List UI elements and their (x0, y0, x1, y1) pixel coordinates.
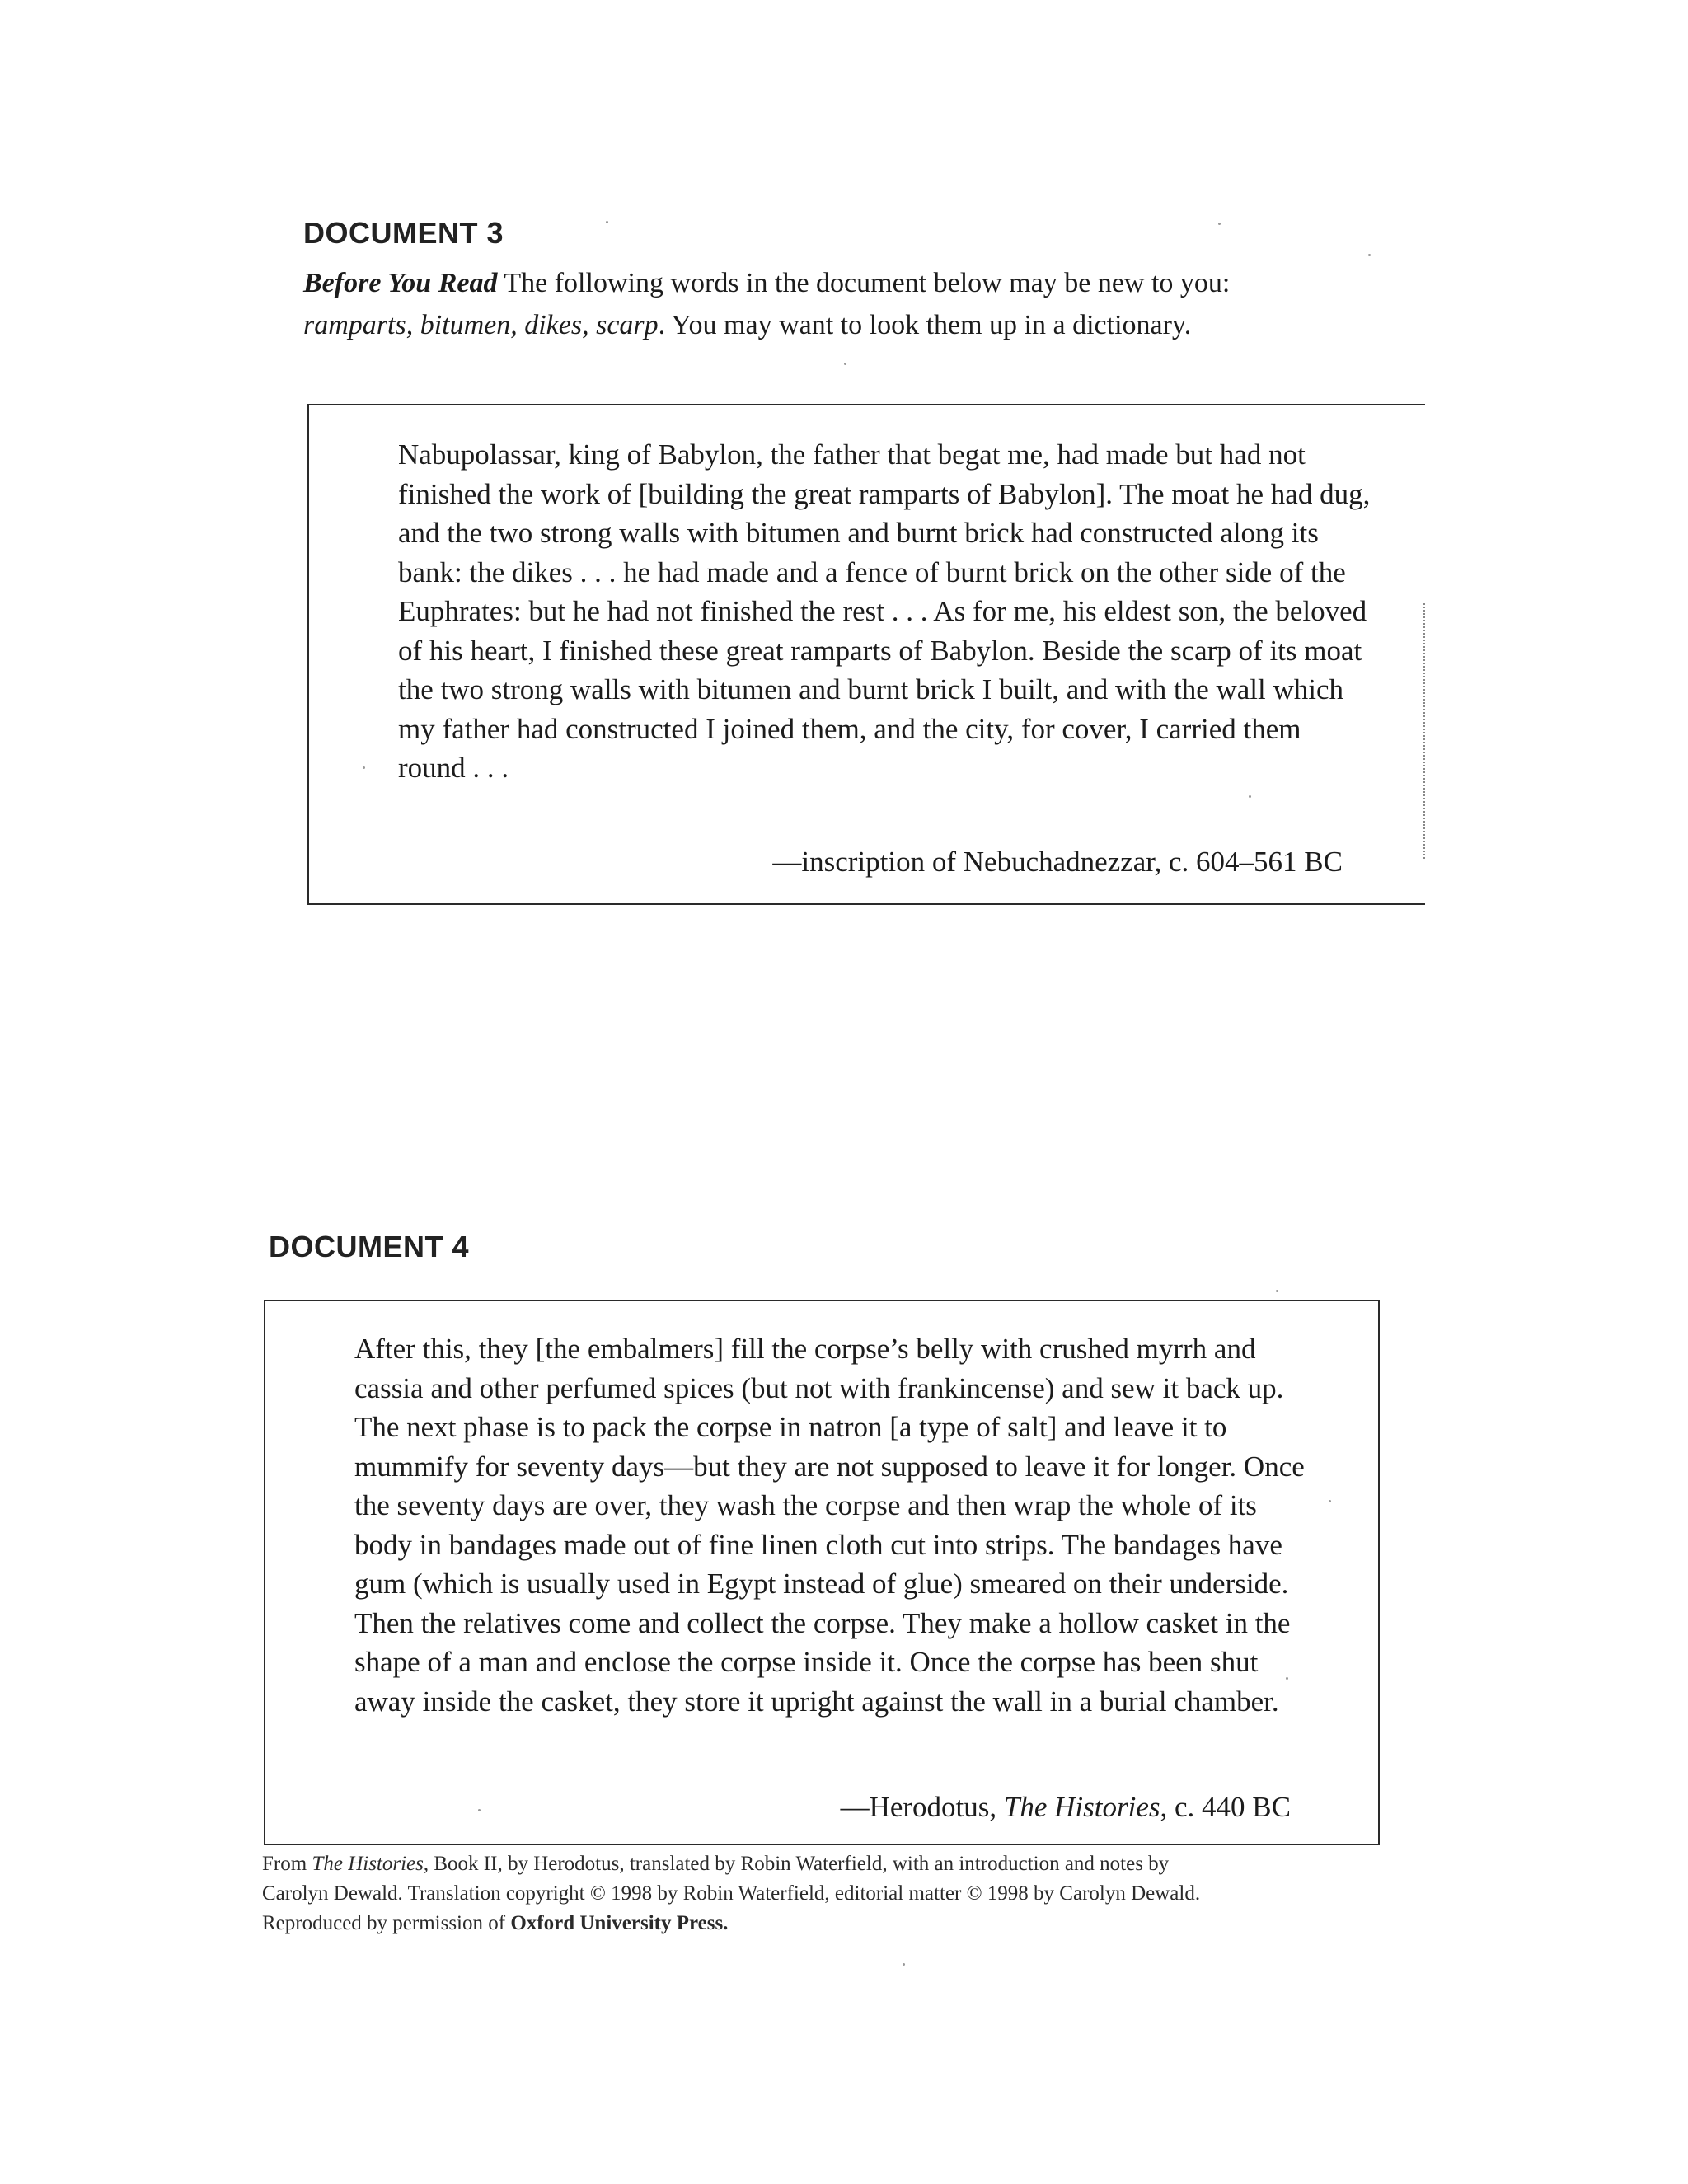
permission-credit (262, 1849, 1235, 1938)
before-you-read-text-end: . You may want to look them up in a dictionary. (658, 310, 1192, 340)
vocabulary-words: ramparts, bitumen, dikes, scarp (303, 310, 659, 340)
document-4-quote: After this, they [the embalmers] fill the corpse’s belly with crushed myrrh and cassia and other perfumed spices (but not with frankincense) and sew it back up. The next phase is to pack the corpse in natron [a type of salt] and leave it to mummify for seventy days—but they are not supposed to leave it for longer. Once the seventy days are over, they wash the corpse and then wrap the whole of its body in bandages made out of fine linen cloth cut into strips. The bandages have gum (which is usually used in Egypt instead of glue) smeared on their underside. Then the relatives come and collect the corpse. They make a hollow casket in the shape of a man and enclose the corpse inside it. Once the corpse has been shut away inside the casket, they store it upright against the wall in a burial chamber. (354, 1333, 1305, 1718)
scan-speck (1329, 1500, 1331, 1502)
attribution-date: , c. 440 BC (1160, 1791, 1291, 1823)
scan-speck (1276, 1290, 1278, 1292)
scan-speck (606, 221, 608, 223)
scan-speck (903, 1963, 905, 1966)
credit-title: The Histories (312, 1853, 424, 1875)
credit-publisher: Oxford University Press. (510, 1912, 729, 1934)
document-3-heading: DOCUMENT 3 (303, 216, 504, 250)
before-you-read-label: Before You Read (303, 268, 498, 298)
attribution-author: —Herodotus, (840, 1791, 1004, 1823)
document-4-quote-box (264, 1300, 1380, 1845)
document-3-attribution: —inscription of Nebuchadnezzar, c. 604–561 BC (772, 846, 1343, 878)
before-you-read-text: The following words in the document below may be new to you: (497, 268, 1231, 298)
scan-speck (1286, 1677, 1288, 1680)
document-3-quote-box (307, 404, 1425, 905)
credit-body: , Book II, by Herodotus, translated by Robin Waterfield, with an introduction and notes by Carolyn Dewald. Translation copyright © 1998 by Robin Waterfield, editorial matter © 1998 by Carolyn Dewald. Reproduced by permission of (262, 1853, 1201, 1934)
attribution-title: The Histories (1003, 1791, 1160, 1823)
scan-speck (1368, 254, 1371, 256)
document-4-heading: DOCUMENT 4 (269, 1230, 470, 1263)
credit-from: From (262, 1853, 312, 1875)
before-you-read-note (303, 262, 1235, 346)
scan-speck (363, 766, 365, 769)
scan-speck (1218, 223, 1221, 225)
scan-speck (844, 363, 846, 365)
scan-speck (1249, 795, 1251, 798)
document-3-quote: Nabupolassar, king of Babylon, the father that begat me, had made but had not finished the work of [building the great ramparts of Babylon]. The moat he had dug, and the two strong walls with bitumen and burnt brick had constructed along its bank: the dikes . . . he had made and a fence of burnt brick on the other side of the Euphrates: but he had not finished the rest . . . As for me, his eldest son, the beloved of his heart, I finished these great ramparts of Babylon. Beside the scarp of its moat the two strong walls with bitumen and burnt brick I built, and with the wall which my father had constructed I joined them, and the city, for cover, I carried them round . . . (398, 438, 1371, 784)
scan-speck (478, 1809, 481, 1811)
document-4-attribution (841, 1791, 1291, 1824)
